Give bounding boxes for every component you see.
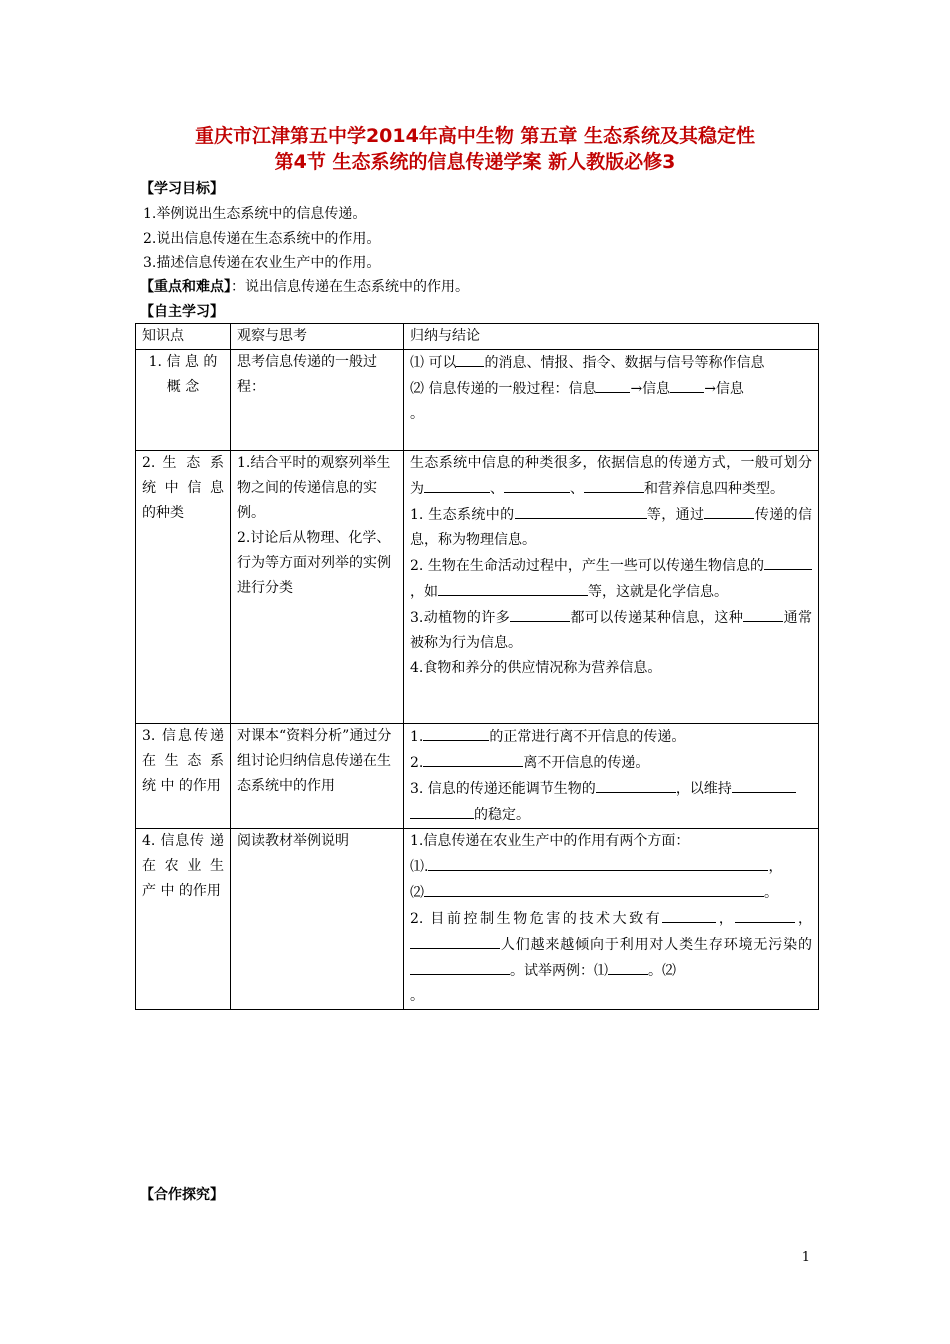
text: ， (716, 911, 736, 927)
text: ⑴ 可以 (410, 355, 457, 371)
knowledge-cell: 3. 信息传递 在 生 态 系 统 中 的作用 (136, 724, 231, 829)
line (410, 350, 812, 376)
fill-blank[interactable] (704, 502, 754, 519)
conclusion-cell (404, 829, 819, 1010)
line: 。 (410, 988, 424, 1004)
table-row (136, 451, 819, 724)
conclusion-cell (404, 724, 819, 829)
text: ， (795, 911, 813, 927)
paragraph (410, 906, 812, 984)
text: ⑵ (410, 885, 424, 901)
knowledge-cell: 2. 生 态 系 统 中 信 息 的种类 (136, 451, 231, 724)
observe-cell: 对课本“资料分析”通过分组讨论归纳信息传递在生态系统中的作用 (231, 724, 404, 829)
text: 和营养信息四种类型。 (644, 481, 784, 497)
key-points-text: ：说出信息传递在生态系统中的作用。 (231, 279, 469, 295)
fill-blank[interactable] (732, 776, 796, 793)
paragraph (410, 553, 812, 605)
text: 2. 生物在生命活动过程中，产生一些可以传递生物信息的 (410, 558, 764, 574)
conclusion-cell (404, 451, 819, 724)
text: 离不开信息的传递。 (523, 755, 650, 771)
line (410, 750, 812, 776)
text: 的正常进行离不开信息的传递。 (489, 729, 686, 745)
line (410, 880, 812, 906)
paragraph (410, 605, 812, 656)
knowledge-cell: 4. 信息传 递 在 农 业 生 产 中 的作用 (136, 829, 231, 1010)
fill-blank[interactable] (515, 502, 647, 519)
objectives-heading: 【学习目标】 (140, 181, 224, 197)
line (410, 376, 812, 402)
table-row (136, 724, 819, 829)
cooperate-heading: 【合作探究】 (140, 1187, 224, 1203)
fill-blank[interactable] (424, 476, 490, 493)
table-row (136, 350, 819, 451)
fill-blank[interactable] (735, 906, 795, 923)
fill-blank[interactable] (662, 906, 716, 923)
text: 传递的信息，称为物理信息。 (410, 507, 812, 548)
observe-text-1: 1.结合平时的观察列举生物之间的传递信息的实例。 (237, 455, 391, 521)
fill-blank[interactable] (596, 376, 630, 393)
fill-blank[interactable] (743, 605, 783, 622)
text: 、 (570, 481, 584, 497)
fill-blank[interactable] (510, 605, 570, 622)
text: 通常被称为行为信息。 (410, 610, 813, 651)
fill-blank[interactable] (764, 553, 812, 570)
page-number: 1 (801, 1250, 810, 1265)
observe-cell (231, 451, 404, 724)
objective-item-2: 2.说出信息传递在生态系统中的作用。 (143, 231, 381, 247)
self-study-table (135, 323, 819, 1010)
text: ⑵ 信息传递的一般过程：信息 (410, 381, 597, 397)
header-observe: 观察与思考 (231, 324, 404, 350)
fill-blank[interactable] (423, 750, 523, 767)
fill-blank[interactable] (438, 579, 588, 596)
text: 1. 生态系统中的 (410, 507, 515, 523)
text: →信息 (704, 381, 744, 397)
text: 。⑵ (648, 963, 676, 979)
line (410, 854, 812, 880)
fill-blank[interactable] (410, 932, 500, 949)
header-conclusion: 归纳与结论 (404, 324, 819, 350)
fill-blank[interactable] (410, 958, 510, 975)
paragraph: 4.食物和养分的供应情况称为营养信息。 (410, 660, 662, 676)
objective-item-3: 3.描述信息传递在农业生产中的作用。 (143, 255, 381, 271)
fill-blank[interactable] (504, 476, 570, 493)
fill-blank[interactable] (428, 854, 768, 871)
text: 、 (490, 481, 504, 497)
line: 1.信息传递在农业生产中的作用有两个方面： (410, 833, 690, 849)
observe-text-2: 2.讨论后从物理、化学、行为等方面对列举的实例进行分类 (237, 530, 391, 596)
text: 生态系统中信息的种类很多，依据信息的传递方式，一般可划分为 (410, 455, 812, 497)
text: 都可以传递某种信息，这种 (570, 610, 744, 626)
conclusion-cell (404, 350, 819, 451)
text: 人们越来越倾向于利用对人类生存环境无污染的 (500, 937, 812, 953)
text: 的稳定。 (474, 807, 530, 823)
text: 3. 信息的传递还能调节生物的 (410, 781, 596, 797)
text: 等，通过 (646, 507, 705, 523)
document-title-line-2: 第4节 生态系统的信息传递学案 新人教版必修3 (274, 151, 676, 173)
paragraph (410, 451, 812, 502)
header-knowledge: 知识点 (136, 324, 231, 350)
fill-blank[interactable] (410, 802, 474, 819)
text: 2. 目前控制生物危害的技术大致有 (410, 911, 663, 927)
text: ， (768, 859, 783, 875)
key-points-label: 【重点和难点】 (140, 279, 231, 295)
table-row (136, 829, 819, 1010)
observe-cell: 思考信息传递的一般过程： (231, 350, 404, 451)
line (410, 724, 812, 750)
fill-blank[interactable] (456, 350, 484, 367)
text: 的消息、情报、指令、数据与信号等称作信息 (484, 355, 765, 371)
text: →信息 (630, 381, 671, 397)
document-title-line-1: 重庆市江津第五中学2014年高中生物 第五章 生态系统及其稳定性 (194, 125, 756, 147)
knowledge-cell: 1. 信 息 的 概 念 (136, 350, 231, 451)
line (410, 802, 812, 828)
text: 3.动植物的许多 (410, 610, 511, 626)
fill-blank[interactable] (596, 776, 676, 793)
text: 等，这就是化学信息。 (588, 584, 728, 600)
fill-blank[interactable] (584, 476, 644, 493)
text: 2. (410, 755, 424, 771)
key-points (140, 276, 469, 296)
text: ⑴. (410, 859, 429, 875)
line: 。 (410, 406, 424, 422)
text: ，如 (410, 584, 438, 600)
fill-blank[interactable] (424, 880, 764, 897)
text: 1. (410, 729, 424, 745)
text: 。试举两例：⑴ (510, 963, 608, 979)
text: 。 (764, 885, 778, 901)
fill-blank[interactable] (423, 724, 489, 741)
line (410, 776, 812, 802)
objective-item-1: 1.举例说出生态系统中的信息传递。 (143, 206, 367, 222)
paragraph (410, 502, 812, 553)
fill-blank[interactable] (608, 958, 648, 975)
fill-blank[interactable] (670, 376, 704, 393)
observe-cell: 阅读教材举例说明 (231, 829, 404, 1010)
text: ，以维持 (675, 781, 732, 797)
self-study-heading: 【自主学习】 (140, 304, 224, 320)
table-header-row (136, 324, 819, 350)
